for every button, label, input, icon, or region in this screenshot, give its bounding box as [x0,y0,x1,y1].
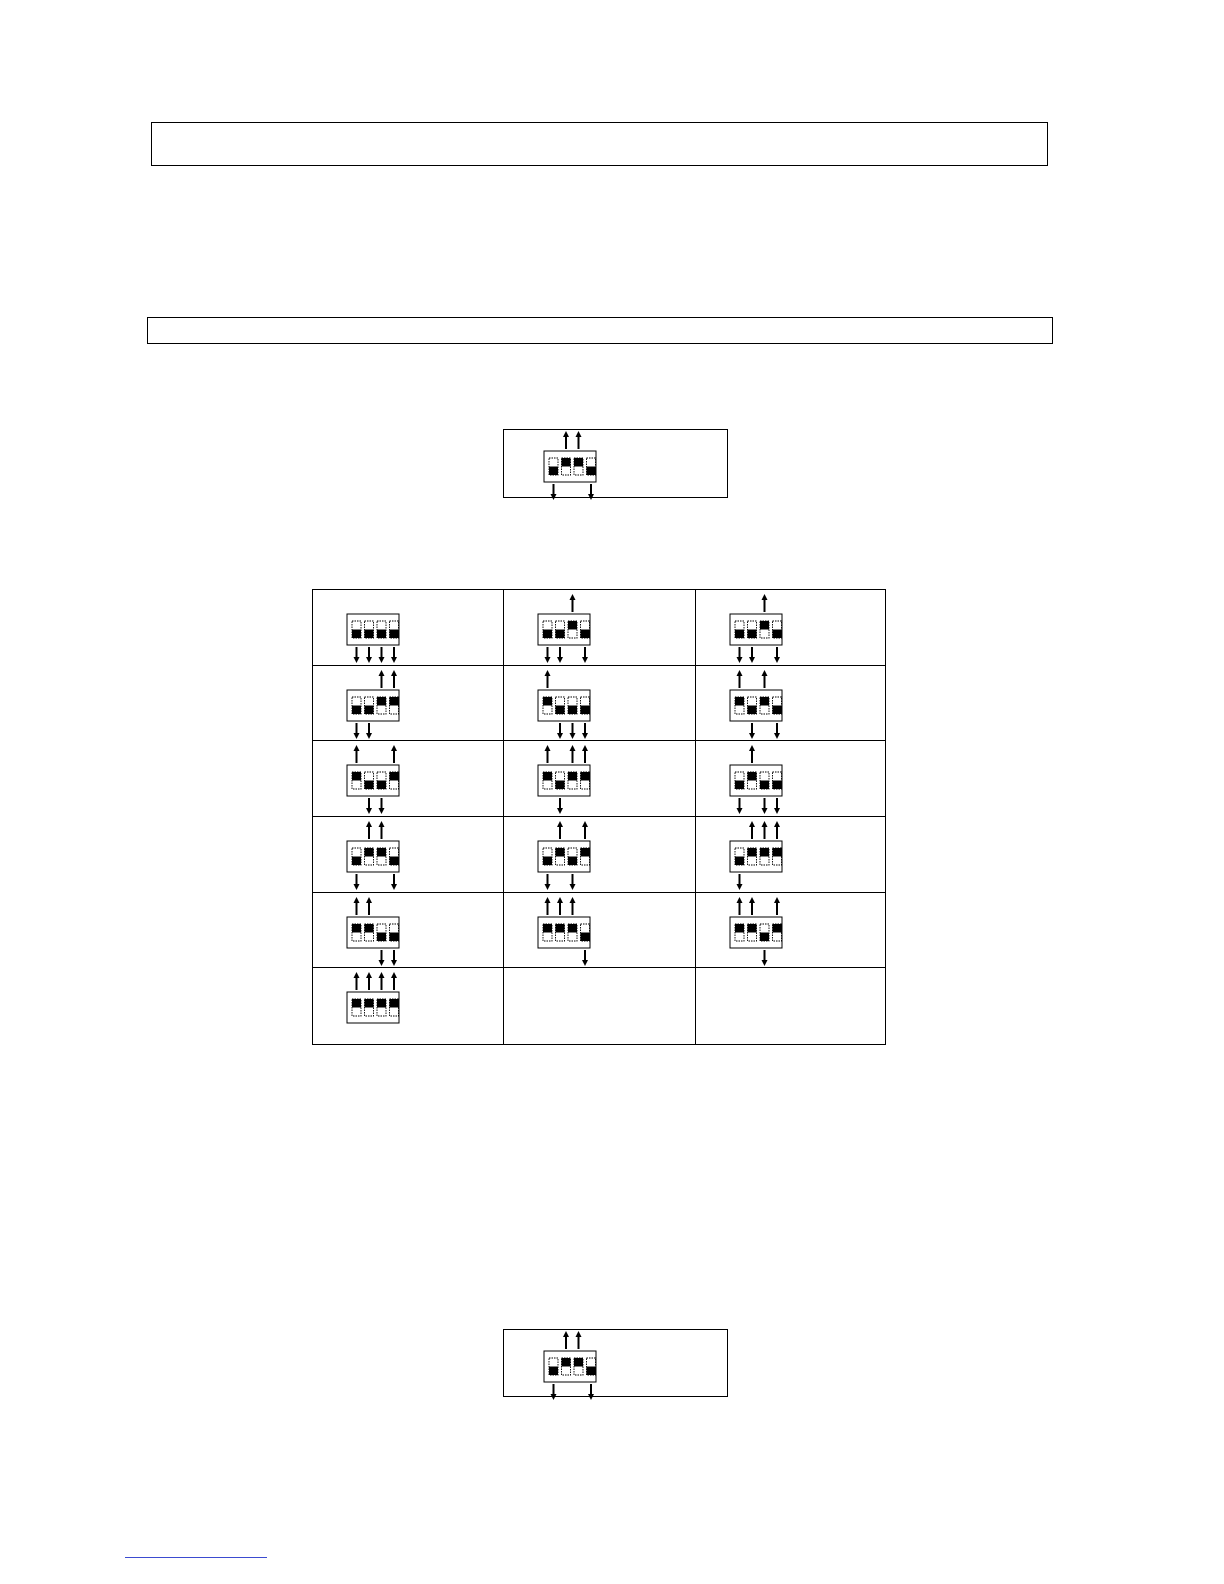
switch-knob [390,932,399,941]
arrow-head [774,733,780,739]
arrow-head [379,960,385,966]
dip-switch-icon [534,594,594,660]
arrow-head [762,670,768,676]
switch-knob [556,924,565,933]
arrow-head [379,670,385,676]
switch-knob [543,856,552,865]
switch-knob [556,705,565,714]
arrow-head [737,670,743,676]
switch-knob [556,848,565,857]
switch-knob [760,848,769,857]
switch-knob [773,924,782,933]
arrow-head [354,733,360,739]
switch-knob [773,630,782,639]
arrow-head [391,960,397,966]
arrow-head [582,821,588,827]
arrow-head [749,733,755,739]
switch-knob [365,924,374,933]
arrow-head [557,808,563,814]
switch-knob [581,932,590,941]
switch-knob [773,705,782,714]
switch-knob [735,697,744,706]
dip-switch-icon [534,670,594,736]
switch-knob [562,458,571,467]
arrow-head [774,821,780,827]
arrow-head [749,821,755,827]
arrow-head [576,431,582,437]
arrow-head [582,733,588,739]
arrow-head [570,884,576,890]
switch-knob [549,1367,558,1376]
arrow-head [545,897,551,903]
dip-switch-icon [540,431,600,497]
arrow-head [737,808,743,814]
switch-knob [377,848,386,857]
switch-knob [748,630,757,639]
switch-knob [581,772,590,781]
switch-table-cell [696,741,885,817]
switch-table-cell [313,817,504,893]
dip-switch-icon [540,1331,600,1397]
switch-knob [352,772,361,781]
arrow-head [354,897,360,903]
switch-knob [735,630,744,639]
switch-table-cell [696,666,885,742]
switch-knob [390,772,399,781]
arrow-head [366,821,372,827]
switch-table-cell [504,666,696,742]
switch-knob [377,932,386,941]
arrow-head [551,1394,557,1400]
switch-knob [748,848,757,857]
switch-knob [568,772,577,781]
switch-table-cell [313,741,504,817]
arrow-head [570,594,576,600]
arrow-head [379,657,385,663]
switch-table-cell [504,893,696,969]
arrow-head [354,972,360,978]
arrow-head [366,657,372,663]
arrow-head [545,745,551,751]
arrow-head [563,1331,569,1337]
switch-knob [760,781,769,790]
title-box [151,122,1048,166]
switch-knob [377,630,386,639]
switch-knob [760,697,769,706]
switch-knob [556,781,565,790]
switch-knob [352,999,361,1008]
arrow-head [588,1394,594,1400]
dip-switch-icon [534,745,594,811]
switch-knob [581,630,590,639]
switch-knob [549,467,558,476]
switch-knob [556,630,565,639]
dip-switch-icon [534,821,594,887]
switch-knob [587,467,596,476]
switch-knob [574,458,583,467]
arrow-head [570,897,576,903]
switch-knob [377,697,386,706]
arrow-head [379,972,385,978]
arrow-head [354,884,360,890]
arrow-head [749,745,755,751]
switch-knob [352,924,361,933]
arrow-head [557,897,563,903]
switch-knob [773,781,782,790]
switch-knob [748,772,757,781]
switch-knob [543,924,552,933]
switch-knob [748,705,757,714]
dip-switch-icon [534,897,594,963]
arrow-head [391,884,397,890]
switch-table-cell [696,893,885,969]
arrow-head [366,897,372,903]
section-box [147,317,1053,344]
switch-knob [365,630,374,639]
arrow-head [545,884,551,890]
switch-table-cell [696,590,885,666]
switch-knob [568,856,577,865]
switch-table-cell [313,590,504,666]
footnote-separator [125,1557,267,1558]
arrow-head [737,884,743,890]
switch-knob [352,630,361,639]
switch-knob [377,999,386,1008]
switch-table-cell [504,968,696,1044]
switch-knob [735,781,744,790]
arrow-head [354,657,360,663]
switch-knob [352,705,361,714]
arrow-head [366,808,372,814]
arrow-head [366,733,372,739]
switch-knob [581,848,590,857]
switch-knob [735,924,744,933]
dip-switch-icon [726,897,786,963]
dip-switch-icon [726,745,786,811]
arrow-head [557,821,563,827]
switch-knob [543,697,552,706]
arrow-head [391,670,397,676]
arrow-head [774,657,780,663]
arrow-head [545,670,551,676]
arrow-head [774,808,780,814]
switch-table-cell [313,968,504,1044]
switch-knob [365,999,374,1008]
dip-switch-icon [343,821,403,887]
arrow-head [588,494,594,500]
switch-knob [365,781,374,790]
arrow-head [551,494,557,500]
switch-knob [568,705,577,714]
arrow-head [737,657,743,663]
switch-legend-top [503,429,728,498]
arrow-head [582,745,588,751]
switch-table-cell [696,817,885,893]
switch-knob [760,932,769,941]
arrow-head [762,821,768,827]
switch-knob [568,924,577,933]
dip-switch-icon [343,594,403,660]
switch-knob [390,697,399,706]
switch-knob [543,630,552,639]
arrow-head [582,657,588,663]
arrow-head [391,972,397,978]
arrow-head [576,1331,582,1337]
dip-switch-icon [726,594,786,660]
switch-table-cell [504,741,696,817]
switch-knob [748,924,757,933]
arrow-head [557,733,563,739]
switch-knob [377,781,386,790]
switch-knob [735,856,744,865]
switch-knob [581,705,590,714]
switch-knob [365,705,374,714]
arrow-head [563,431,569,437]
switch-knob [365,848,374,857]
arrow-head [762,960,768,966]
switch-knob [562,1358,571,1367]
arrow-head [379,808,385,814]
switch-knob [390,856,399,865]
arrow-head [570,745,576,751]
dip-switch-icon [343,670,403,736]
dip-switch-icon [343,745,403,811]
switch-legend-bottom [503,1329,728,1397]
switch-table-cell [504,590,696,666]
dip-switch-icon [343,972,403,1038]
arrow-head [557,657,563,663]
arrow-head [582,960,588,966]
switch-settings-table [312,589,886,1045]
arrow-head [379,821,385,827]
arrow-head [366,972,372,978]
switch-table-cell [504,817,696,893]
dip-switch-icon [343,897,403,963]
switch-knob [587,1367,596,1376]
switch-knob [773,848,782,857]
arrow-head [354,745,360,751]
switch-knob [390,999,399,1008]
arrow-head [749,657,755,663]
switch-table-cell [313,666,504,742]
arrow-head [391,657,397,663]
arrow-head [545,657,551,663]
dip-switch-icon [726,670,786,736]
arrow-head [570,733,576,739]
switch-table-cell [313,893,504,969]
arrow-head [749,897,755,903]
switch-knob [760,621,769,630]
arrow-head [737,897,743,903]
arrow-head [391,745,397,751]
switch-knob [352,856,361,865]
dip-switch-icon [726,821,786,887]
switch-table-cell [696,968,885,1044]
switch-knob [574,1358,583,1367]
arrow-head [762,808,768,814]
switch-knob [543,772,552,781]
arrow-head [774,897,780,903]
arrow-head [762,594,768,600]
switch-knob [568,621,577,630]
switch-knob [390,630,399,639]
